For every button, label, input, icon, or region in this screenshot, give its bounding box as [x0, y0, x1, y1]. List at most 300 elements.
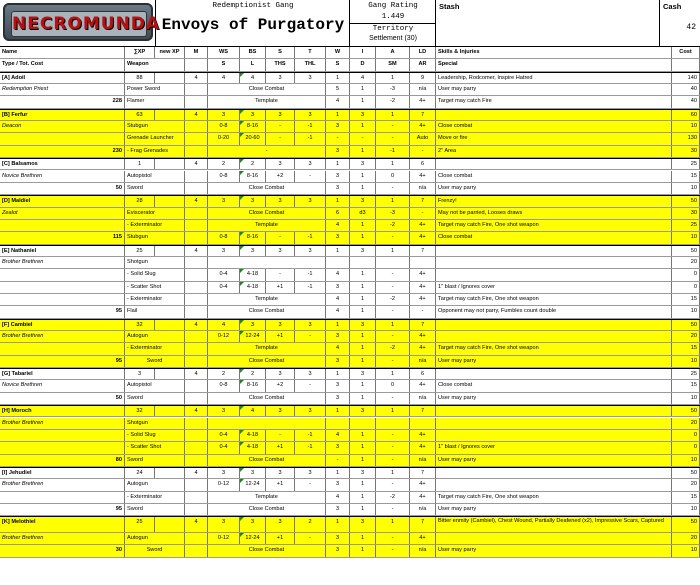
save-modifier[interactable]: -: [376, 269, 410, 280]
stat-w[interactable]: 1: [326, 468, 350, 478]
skills-injuries[interactable]: [436, 110, 672, 120]
stat-m[interactable]: 4: [185, 517, 208, 532]
stat-t[interactable]: 3: [295, 369, 326, 379]
stat-w[interactable]: 1: [326, 320, 350, 330]
weapon-special[interactable]: Close combat: [436, 232, 672, 243]
weapon-range-span[interactable]: Close Combat: [208, 183, 326, 194]
weapon-special[interactable]: Close combat: [436, 121, 672, 132]
ammo-roll[interactable]: 4+: [410, 294, 436, 305]
save-modifier[interactable]: -: [376, 545, 410, 556]
stat-i[interactable]: 3: [350, 369, 376, 379]
weapon-damage[interactable]: 1: [350, 96, 376, 107]
weapon-damage[interactable]: 1: [350, 269, 376, 280]
weapon-special[interactable]: User may parry: [436, 84, 672, 95]
weapon-damage[interactable]: [350, 257, 376, 268]
weapon-cost[interactable]: 15: [672, 294, 700, 305]
skills-injuries[interactable]: [436, 369, 672, 379]
stat-w[interactable]: 1: [326, 517, 350, 532]
weapon-range-span[interactable]: Template: [208, 220, 326, 231]
weapon-damage[interactable]: 1: [350, 331, 376, 342]
weapon-special[interactable]: [436, 331, 672, 342]
weapon-cost[interactable]: 25: [672, 220, 700, 231]
save-modifier[interactable]: -2: [376, 220, 410, 231]
weapon-damage[interactable]: 1: [350, 84, 376, 95]
weapon-special[interactable]: Move or fire: [436, 133, 672, 144]
skills-injuries[interactable]: [436, 406, 672, 416]
stat-s[interactable]: 3: [266, 369, 295, 379]
stat-ld[interactable]: 7: [410, 406, 436, 416]
stat-m[interactable]: 4: [185, 110, 208, 120]
weapon-cost[interactable]: 0: [672, 430, 700, 441]
skills-injuries[interactable]: Leadership, Rodcomer, Inspire Hatred: [436, 73, 672, 83]
weapon-damage[interactable]: 1: [350, 171, 376, 182]
weapon-damage[interactable]: 1: [350, 504, 376, 515]
weapon-range-span[interactable]: [208, 257, 326, 268]
weapon-cost[interactable]: 10: [672, 455, 700, 466]
stat-w[interactable]: 1: [326, 159, 350, 169]
ganger-cost[interactable]: 140: [672, 73, 700, 83]
to-hit-short[interactable]: +1: [266, 282, 295, 293]
weapon-strength[interactable]: [326, 418, 350, 429]
stat-bs[interactable]: 4: [240, 73, 266, 83]
range-long[interactable]: 8-16: [240, 171, 266, 182]
weapon-strength[interactable]: 3: [326, 232, 350, 243]
range-long[interactable]: 4-18: [240, 442, 266, 453]
save-modifier[interactable]: [376, 257, 410, 268]
to-hit-short[interactable]: +1: [266, 331, 295, 342]
ammo-roll[interactable]: 4+: [410, 121, 436, 132]
skills-injuries[interactable]: [436, 468, 672, 478]
weapon-strength[interactable]: 3: [326, 479, 350, 490]
weapon-name[interactable]: - Exterminator: [125, 492, 185, 503]
xp-new[interactable]: [155, 73, 185, 83]
weapon-strength[interactable]: 3: [326, 504, 350, 515]
ganger-name[interactable]: [C] Balsamos: [0, 159, 125, 169]
save-modifier[interactable]: -3: [376, 208, 410, 219]
weapon-cost[interactable]: 10: [672, 393, 700, 404]
ammo-roll[interactable]: 4+: [410, 430, 436, 441]
stat-bs[interactable]: 3: [240, 517, 266, 532]
stat-bs[interactable]: 2: [240, 369, 266, 379]
weapon-damage[interactable]: [350, 418, 376, 429]
range-short[interactable]: 0-8: [208, 171, 240, 182]
ganger-cost[interactable]: 50: [672, 406, 700, 416]
xp-total[interactable]: 63: [125, 110, 155, 120]
ammo-roll[interactable]: 4+: [410, 220, 436, 231]
weapon-special[interactable]: [436, 430, 672, 441]
stat-bs[interactable]: 3: [240, 110, 266, 120]
weapon-range-span[interactable]: Template: [208, 96, 326, 107]
stat-bs[interactable]: 3: [240, 320, 266, 330]
xp-new[interactable]: [155, 406, 185, 416]
stash-cell[interactable]: [436, 0, 660, 46]
save-modifier[interactable]: -: [376, 232, 410, 243]
weapon-name[interactable]: Stubgun: [125, 121, 185, 132]
weapon-cost[interactable]: 0: [672, 282, 700, 293]
weapon-range-span[interactable]: -: [208, 146, 326, 157]
stat-m[interactable]: 4: [185, 468, 208, 478]
weapon-strength[interactable]: [326, 257, 350, 268]
stat-s[interactable]: 3: [266, 196, 295, 206]
weapon-strength[interactable]: 5: [326, 84, 350, 95]
ammo-roll[interactable]: 4+: [410, 331, 436, 342]
range-long[interactable]: 12-24: [240, 479, 266, 490]
weapon-name[interactable]: Autogun: [125, 479, 185, 490]
weapon-name[interactable]: Eviscerator: [125, 208, 185, 219]
weapon-name[interactable]: Sword: [125, 183, 185, 194]
xp-total[interactable]: 28: [125, 196, 155, 206]
stat-ld[interactable]: 7: [410, 320, 436, 330]
xp-new[interactable]: [155, 517, 185, 532]
save-modifier[interactable]: -2: [376, 343, 410, 354]
stat-i[interactable]: 3: [350, 159, 376, 169]
weapon-strength[interactable]: 4: [326, 306, 350, 317]
weapon-damage[interactable]: 1: [350, 356, 376, 367]
ammo-roll[interactable]: 4+: [410, 479, 436, 490]
stat-s[interactable]: 3: [266, 406, 295, 416]
weapon-strength[interactable]: 4: [326, 492, 350, 503]
weapon-cost[interactable]: 20: [672, 331, 700, 342]
save-modifier[interactable]: -: [376, 533, 410, 544]
weapon-cost[interactable]: 15: [672, 171, 700, 182]
weapon-cost[interactable]: 40: [672, 96, 700, 107]
stat-t[interactable]: 3: [295, 110, 326, 120]
stat-m[interactable]: 4: [185, 369, 208, 379]
stat-ws[interactable]: 3: [208, 110, 240, 120]
weapon-damage[interactable]: 1: [350, 533, 376, 544]
weapon-special[interactable]: Target may catch Fire: [436, 96, 672, 107]
weapon-special[interactable]: User may parry: [436, 183, 672, 194]
skills-injuries[interactable]: [436, 246, 672, 256]
ammo-roll[interactable]: 4+: [410, 533, 436, 544]
weapon-range-span[interactable]: Close Combat: [208, 504, 326, 515]
ammo-roll[interactable]: n/a: [410, 504, 436, 515]
range-long[interactable]: 8-16: [240, 232, 266, 243]
stat-i[interactable]: 3: [350, 517, 376, 532]
weapon-special[interactable]: Target may catch Fire, One shot weapon: [436, 492, 672, 503]
stat-m[interactable]: 4: [185, 320, 208, 330]
save-modifier[interactable]: -2: [376, 96, 410, 107]
save-modifier[interactable]: -: [376, 183, 410, 194]
stat-i[interactable]: 3: [350, 468, 376, 478]
to-hit-long[interactable]: -1: [295, 442, 326, 453]
weapon-range-span[interactable]: Template: [208, 492, 326, 503]
weapon-name[interactable]: Sword: [125, 504, 185, 515]
to-hit-long[interactable]: -: [295, 533, 326, 544]
weapon-cost[interactable]: 20: [672, 418, 700, 429]
stat-w[interactable]: 1: [326, 406, 350, 416]
to-hit-short[interactable]: -: [266, 269, 295, 280]
save-modifier[interactable]: -: [376, 306, 410, 317]
stat-i[interactable]: 3: [350, 246, 376, 256]
weapon-cost[interactable]: 10: [672, 232, 700, 243]
weapon-cost[interactable]: 0: [672, 442, 700, 453]
stat-m[interactable]: 4: [185, 159, 208, 169]
stat-bs[interactable]: 3: [240, 468, 266, 478]
weapon-damage[interactable]: 1: [350, 220, 376, 231]
stat-w[interactable]: 1: [326, 246, 350, 256]
weapon-strength[interactable]: 3: [326, 171, 350, 182]
weapon-name[interactable]: - Exterminator: [125, 343, 185, 354]
stat-t[interactable]: 3: [295, 73, 326, 83]
weapon-strength[interactable]: 3: [326, 442, 350, 453]
to-hit-long[interactable]: -: [295, 331, 326, 342]
stat-i[interactable]: 3: [350, 196, 376, 206]
stat-w[interactable]: 1: [326, 369, 350, 379]
save-modifier[interactable]: -: [376, 442, 410, 453]
weapon-name[interactable]: Shotgun: [125, 257, 185, 268]
weapon-special[interactable]: User may parry: [436, 356, 672, 367]
weapon-damage[interactable]: 1: [350, 430, 376, 441]
weapon-strength[interactable]: 3: [326, 121, 350, 132]
weapon-cost[interactable]: 40: [672, 84, 700, 95]
stat-a[interactable]: 1: [376, 369, 410, 379]
weapon-name[interactable]: Autogun: [125, 331, 185, 342]
weapon-cost[interactable]: 0: [672, 269, 700, 280]
weapon-special[interactable]: User may parry: [436, 393, 672, 404]
stat-ws[interactable]: 4: [208, 73, 240, 83]
to-hit-long[interactable]: -1: [295, 269, 326, 280]
weapon-damage[interactable]: 1: [350, 455, 376, 466]
ammo-roll[interactable]: 4+: [410, 269, 436, 280]
ganger-name[interactable]: [K] Melothiel: [0, 517, 125, 532]
weapon-special[interactable]: Opponent may not parry, Fumbles count double: [436, 306, 672, 317]
weapon-strength[interactable]: 3: [326, 380, 350, 391]
weapon-damage[interactable]: 1: [350, 545, 376, 556]
stat-t[interactable]: 3: [295, 196, 326, 206]
stat-t[interactable]: 3: [295, 320, 326, 330]
xp-total[interactable]: 32: [125, 406, 155, 416]
weapon-cost[interactable]: 10: [672, 306, 700, 317]
stat-bs[interactable]: 2: [240, 159, 266, 169]
weapon-name[interactable]: - Scatter Shot: [125, 282, 185, 293]
stat-bs[interactable]: 4: [240, 406, 266, 416]
save-modifier[interactable]: -2: [376, 492, 410, 503]
ganger-cost[interactable]: 50: [672, 196, 700, 206]
weapon-strength[interactable]: -: [326, 455, 350, 466]
stat-ld[interactable]: 6: [410, 159, 436, 169]
weapon-special[interactable]: [436, 418, 672, 429]
ganger-cost[interactable]: 60: [672, 110, 700, 120]
stat-w[interactable]: 1: [326, 73, 350, 83]
gang-title-cell[interactable]: [156, 0, 350, 46]
weapon-damage[interactable]: 1: [350, 183, 376, 194]
ganger-cost[interactable]: 50: [672, 517, 700, 532]
weapon-name[interactable]: - Solid Slug: [125, 269, 185, 280]
stat-s[interactable]: 3: [266, 110, 295, 120]
ammo-roll[interactable]: 4+: [410, 96, 436, 107]
save-modifier[interactable]: -: [376, 455, 410, 466]
save-modifier[interactable]: -: [376, 133, 410, 144]
stat-w[interactable]: 1: [326, 196, 350, 206]
stat-ld[interactable]: 7: [410, 246, 436, 256]
to-hit-short[interactable]: +2: [266, 380, 295, 391]
ammo-roll[interactable]: n/a: [410, 393, 436, 404]
range-short[interactable]: 0-4: [208, 269, 240, 280]
stat-a[interactable]: 1: [376, 159, 410, 169]
ganger-name[interactable]: [H] Moroch: [0, 406, 125, 416]
ammo-roll[interactable]: 4+: [410, 232, 436, 243]
stat-i[interactable]: 3: [350, 110, 376, 120]
stat-ws[interactable]: 3: [208, 517, 240, 532]
weapon-cost[interactable]: 10: [672, 356, 700, 367]
to-hit-short[interactable]: -: [266, 232, 295, 243]
weapon-damage[interactable]: 1: [350, 442, 376, 453]
weapon-cost[interactable]: 15: [672, 380, 700, 391]
stat-t[interactable]: 3: [295, 406, 326, 416]
stat-m[interactable]: 4: [185, 406, 208, 416]
weapon-special[interactable]: User may parry: [436, 545, 672, 556]
xp-total[interactable]: 1: [125, 159, 155, 169]
stat-ws[interactable]: 2: [208, 369, 240, 379]
weapon-range-span[interactable]: Template: [208, 343, 326, 354]
stat-s[interactable]: 3: [266, 246, 295, 256]
weapon-damage[interactable]: 1: [350, 393, 376, 404]
weapon-name[interactable]: Sword: [125, 545, 185, 556]
weapon-name[interactable]: Autopistol: [125, 380, 185, 391]
xp-total[interactable]: 32: [125, 320, 155, 330]
xp-total[interactable]: 25: [125, 517, 155, 532]
weapon-strength[interactable]: 3: [326, 183, 350, 194]
weapon-damage[interactable]: 1: [350, 294, 376, 305]
weapon-strength[interactable]: 3: [326, 356, 350, 367]
range-short[interactable]: 0-4: [208, 282, 240, 293]
weapon-special[interactable]: Target may catch Fire, One shot weapon: [436, 343, 672, 354]
weapon-damage[interactable]: 1: [350, 380, 376, 391]
weapon-special[interactable]: Close combat: [436, 171, 672, 182]
to-hit-short[interactable]: +1: [266, 442, 295, 453]
ammo-roll[interactable]: -: [410, 306, 436, 317]
ganger-name[interactable]: [D] Maldiel: [0, 196, 125, 206]
stat-a[interactable]: 1: [376, 110, 410, 120]
xp-new[interactable]: [155, 320, 185, 330]
range-short[interactable]: 0-8: [208, 380, 240, 391]
save-modifier[interactable]: -: [376, 393, 410, 404]
weapon-damage[interactable]: 1: [350, 282, 376, 293]
to-hit-long[interactable]: -1: [295, 133, 326, 144]
weapon-name[interactable]: Power Sword: [125, 84, 185, 95]
weapon-cost[interactable]: 10: [672, 504, 700, 515]
save-modifier[interactable]: -: [376, 121, 410, 132]
stat-t[interactable]: 2: [295, 517, 326, 532]
xp-total[interactable]: 24: [125, 468, 155, 478]
range-long[interactable]: 20-60: [240, 133, 266, 144]
stat-a[interactable]: 1: [376, 406, 410, 416]
to-hit-short[interactable]: +1: [266, 533, 295, 544]
xp-new[interactable]: [155, 159, 185, 169]
ammo-roll[interactable]: 4+: [410, 492, 436, 503]
stat-w[interactable]: 1: [326, 110, 350, 120]
weapon-special[interactable]: Close combat: [436, 380, 672, 391]
stat-bs[interactable]: 3: [240, 246, 266, 256]
weapon-range-span[interactable]: Close Combat: [208, 393, 326, 404]
ammo-roll[interactable]: n/a: [410, 545, 436, 556]
stat-a[interactable]: 1: [376, 73, 410, 83]
save-modifier[interactable]: -: [376, 356, 410, 367]
weapon-special[interactable]: Target may catch Fire, One shot weapon: [436, 294, 672, 305]
ammo-roll[interactable]: [410, 257, 436, 268]
weapon-name[interactable]: Sword: [125, 356, 185, 367]
to-hit-short[interactable]: -: [266, 121, 295, 132]
range-short[interactable]: 0-4: [208, 430, 240, 441]
range-short[interactable]: 0-12: [208, 479, 240, 490]
weapon-cost[interactable]: 20: [672, 479, 700, 490]
weapon-cost[interactable]: 15: [672, 343, 700, 354]
ammo-roll[interactable]: Auto: [410, 133, 436, 144]
weapon-damage[interactable]: 1: [350, 343, 376, 354]
ganger-name[interactable]: [E] Nathaniel: [0, 246, 125, 256]
stat-m[interactable]: 4: [185, 73, 208, 83]
weapon-name[interactable]: Autopistol: [125, 171, 185, 182]
save-modifier[interactable]: -: [376, 479, 410, 490]
weapon-name[interactable]: Shotgun: [125, 418, 185, 429]
gang-name[interactable]: Envoys of Purgatory: [161, 16, 345, 34]
stat-a[interactable]: 1: [376, 468, 410, 478]
weapon-range-span[interactable]: Template: [208, 294, 326, 305]
ganger-cost[interactable]: 25: [672, 369, 700, 379]
weapon-cost[interactable]: 10: [672, 121, 700, 132]
weapon-strength[interactable]: 6: [326, 208, 350, 219]
stat-t[interactable]: 3: [295, 246, 326, 256]
weapon-range-span[interactable]: [208, 418, 326, 429]
weapon-strength[interactable]: 4: [326, 220, 350, 231]
weapon-damage[interactable]: 1: [350, 232, 376, 243]
weapon-strength[interactable]: 4: [326, 294, 350, 305]
to-hit-long[interactable]: -1: [295, 430, 326, 441]
weapon-strength[interactable]: 3: [326, 146, 350, 157]
ammo-roll[interactable]: n/a: [410, 183, 436, 194]
to-hit-short[interactable]: -: [266, 133, 295, 144]
weapon-special[interactable]: Target may catch Fire, One shot weapon: [436, 220, 672, 231]
xp-total[interactable]: 25: [125, 246, 155, 256]
ganger-cost[interactable]: 50: [672, 246, 700, 256]
weapon-strength[interactable]: 4: [326, 96, 350, 107]
weapon-name[interactable]: Autogun: [125, 533, 185, 544]
xp-new[interactable]: [155, 369, 185, 379]
stat-s[interactable]: 3: [266, 73, 295, 83]
stat-bs[interactable]: 3: [240, 196, 266, 206]
stat-a[interactable]: 1: [376, 246, 410, 256]
xp-new[interactable]: [155, 246, 185, 256]
weapon-strength[interactable]: 3: [326, 545, 350, 556]
to-hit-short[interactable]: +2: [266, 171, 295, 182]
weapon-cost[interactable]: 30: [672, 208, 700, 219]
weapon-special[interactable]: [436, 533, 672, 544]
ammo-roll[interactable]: [410, 418, 436, 429]
stat-ws[interactable]: 3: [208, 246, 240, 256]
ammo-roll[interactable]: 4+: [410, 282, 436, 293]
save-modifier[interactable]: -: [376, 282, 410, 293]
ammo-roll[interactable]: -: [410, 208, 436, 219]
to-hit-long[interactable]: -: [295, 171, 326, 182]
weapon-name[interactable]: Stubgun: [125, 232, 185, 243]
weapon-name[interactable]: - Scatter Shot: [125, 442, 185, 453]
to-hit-long[interactable]: -1: [295, 232, 326, 243]
stat-i[interactable]: 3: [350, 406, 376, 416]
weapon-range-span[interactable]: Close Combat: [208, 84, 326, 95]
stat-ld[interactable]: 9: [410, 73, 436, 83]
weapon-damage[interactable]: 1: [350, 306, 376, 317]
stat-i[interactable]: 3: [350, 320, 376, 330]
ammo-roll[interactable]: 4+: [410, 442, 436, 453]
range-short[interactable]: 0-8: [208, 232, 240, 243]
weapon-strength[interactable]: 4: [326, 430, 350, 441]
stat-m[interactable]: 4: [185, 246, 208, 256]
weapon-cost[interactable]: 10: [672, 183, 700, 194]
save-modifier[interactable]: -: [376, 430, 410, 441]
weapon-special[interactable]: User may parry: [436, 504, 672, 515]
weapon-strength[interactable]: -: [326, 133, 350, 144]
